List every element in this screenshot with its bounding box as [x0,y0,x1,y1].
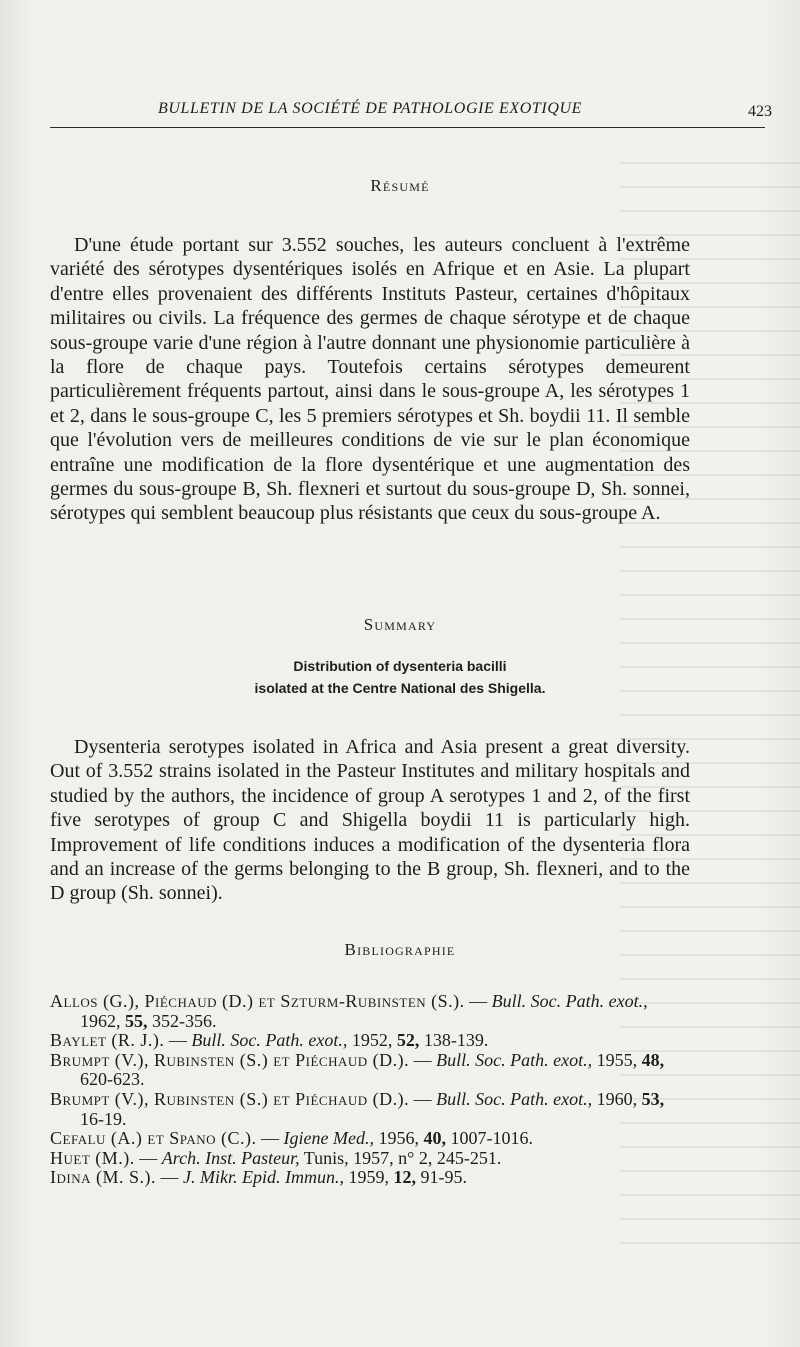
bibliography-heading: Bibliographie [344,940,456,959]
summary-heading: Summary [363,615,437,634]
summary-title-line-1: Distribution of dysenteria bacilli [293,658,507,674]
resume-paragraph: D'une étude portant sur 3.552 souches, les auteurs concluent à l'extrême variété des sérotypes dysentériques isolés en Afrique et en Asie. La plupart d'entre elles provenaient des différents Instituts Pasteur, certaines d'hôpitaux militaires ou civils. La fréquence des germes de chaque sérotype et de chaque sous-groupe varie d'une région à l'autre donnant une physionomie particulière à la flore de chaque pays. Toutefois certains sérotypes demeurent particulièrement fréquents partout, ainsi dans le sous-groupe A, les sérotypes 1 et 2, dans le sous-groupe C, les 5 premiers sérotypes et Sh. boydii 11. Il semble que l'évolution vers de meilleures conditions de vie sur le plan économique entraîne une modification de la flore dysentérique et une augmentation des germes du sous-groupe B, Sh. flexneri et surtout du sous-groupe D, Sh. sonnei, sérotypes qui semblent beaucoup plus résistants que ceux du sous-groupe A. [50,234,690,525]
running-head: BULLETIN DE LA SOCIÉTÉ DE PATHOLOGIE EXOTIQUE [157,100,583,117]
resume-heading: Résumé [370,176,430,195]
reference-item: Idina (M. S.). — J. Mikr. Epid. Immun., 1959, 12, 91-95. [50,1167,467,1188]
reference-item: Baylet (R. J.). — Bull. Soc. Path. exot., 1952, 52, 138-139. [50,1030,489,1051]
reference-item: Allos (G.), Piéchaud (D.) et Szturm-Rubinsten (S.). — Bull. Soc. Path. exot., 1962, 55, 352-356. [50,991,648,1031]
page-number: 423 [748,103,772,120]
header-rule [50,127,765,128]
bibliography-list [50,992,690,1188]
reference-item: Brumpt (V.), Rubinsten (S.) et Piéchaud (D.). — Bull. Soc. Path. exot., 1955, 48, 620-623. [50,1049,665,1090]
summary-paragraph: Dysenteria serotypes isolated in Africa and Asia present a great diversity. Out of 3.552 strains isolated in the Pasteur Institutes and military hospitals and studied by the authors, the incidence of group A serotypes 1 and 2, of the first five serotypes of group C and Shigella boydii 11 is particularly high. Improvement of life conditions induces a modification of the dysenteria flora and an increase of the germs belonging to the B group, Sh. flexneri, and to the D group (Sh. sonnei). [50,736,690,905]
reference-item: Cefalu (A.) et Spano (C.). — Igiene Med., 1956, 40, 1007-1016. [50,1128,533,1149]
reference-item: Huet (M.). — Arch. Inst. Pasteur, Tunis, 1957, n° 2, 245-251. [50,1147,502,1168]
reference-item: Brumpt (V.), Rubinsten (S.) et Piéchaud (D.). — Bull. Soc. Path. exot., 1960, 53, 16-19. [50,1088,665,1129]
summary-title-line-2: isolated at the Centre National des Shigella. [254,680,546,696]
